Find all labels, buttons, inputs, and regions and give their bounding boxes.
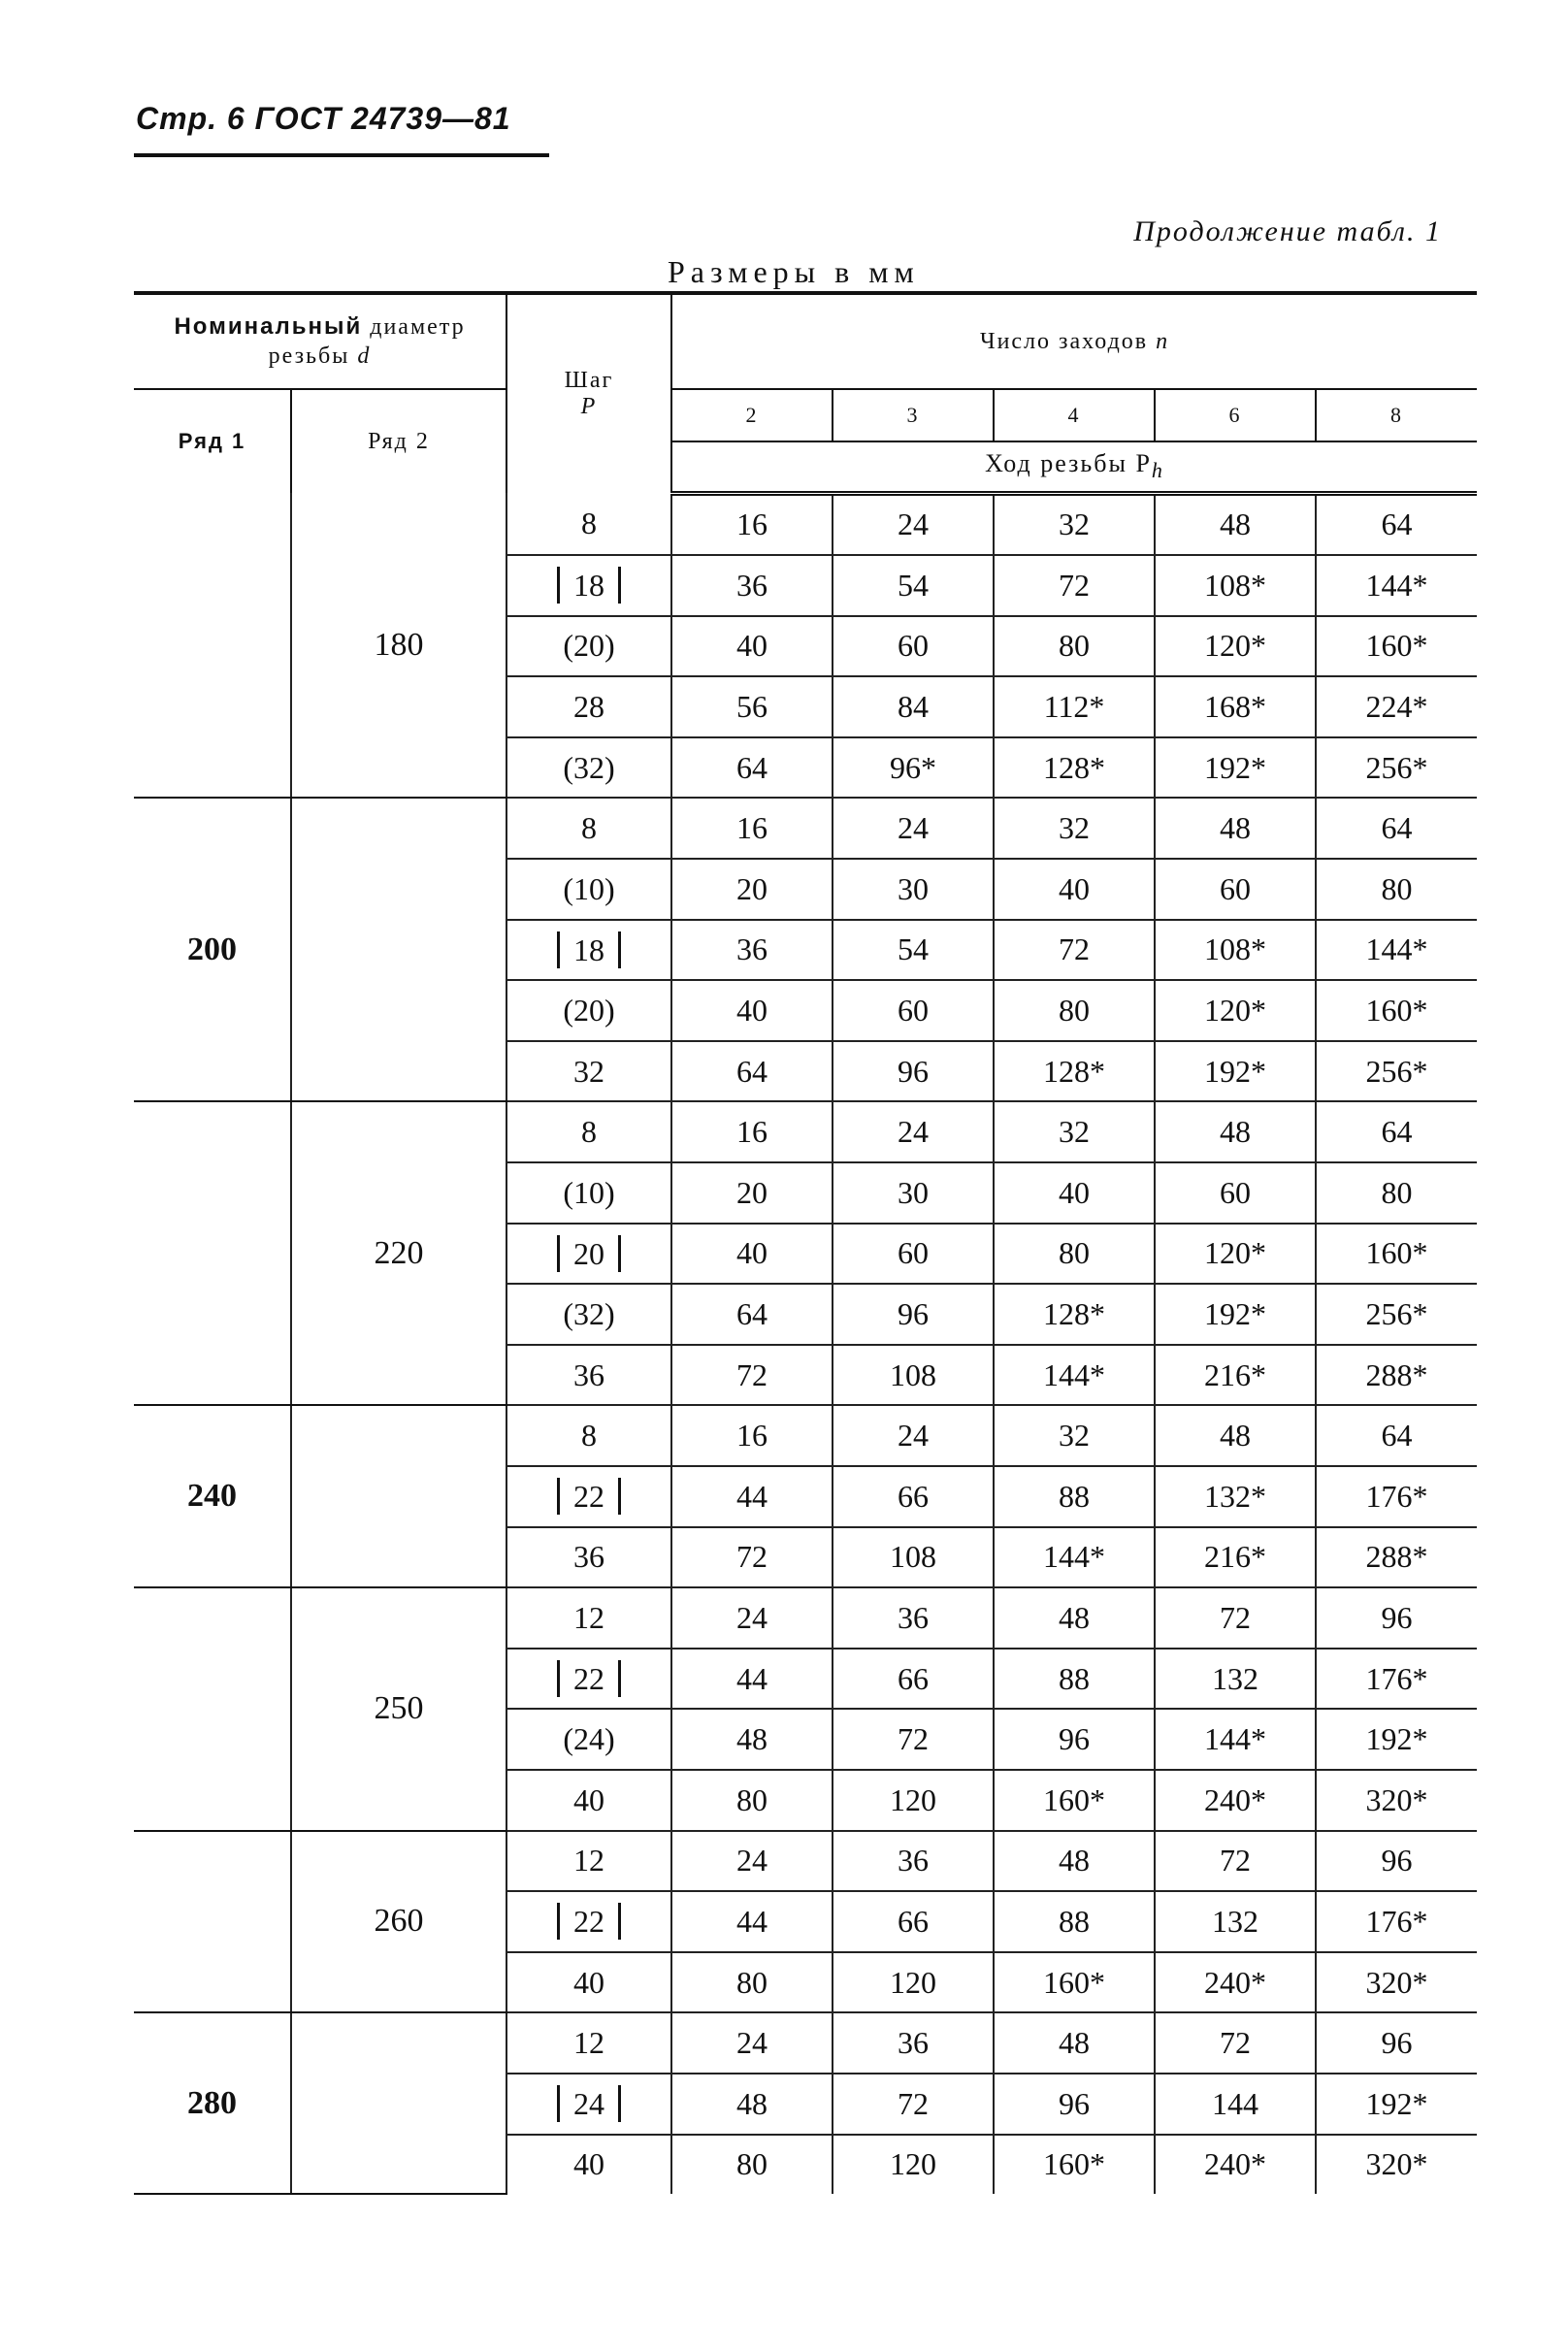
lead-value-cell: 88 [994, 1649, 1155, 1710]
lead-value-cell: 36 [833, 1831, 994, 1892]
lead-value-cell: 120* [1155, 980, 1316, 1041]
header-starts-symbol: n [1156, 328, 1170, 354]
lead-value-cell: 36 [671, 920, 833, 981]
lead-value-cell: 66 [833, 1466, 994, 1527]
lead-value-cell: 192* [1316, 1709, 1477, 1770]
lead-value-cell: 80 [671, 1952, 833, 2013]
step-cell [506, 1466, 671, 1527]
lead-value-cell: 36 [833, 2012, 994, 2074]
row1-diameter-cell [134, 493, 291, 798]
lead-value-cell: 108* [1155, 555, 1316, 616]
lead-value-cell: 88 [994, 1466, 1155, 1527]
lead-value-cell: 128* [994, 1284, 1155, 1345]
header-rule [134, 153, 549, 157]
lead-value-cell: 320* [1365, 2146, 1428, 2182]
row2-diameter-cell [291, 798, 506, 1101]
step-value: (10) [563, 1174, 615, 1210]
lead-value-cell: 56 [671, 676, 833, 737]
lead-value-cell: 144* [1316, 555, 1477, 616]
step-value: 28 [573, 689, 605, 725]
header-step [506, 293, 671, 493]
step-value-preferred: 22 [557, 1478, 621, 1515]
lead-value-cell: 168* [1155, 676, 1316, 737]
lead-value-cell: 128* [994, 737, 1155, 799]
step-cell [506, 2012, 671, 2074]
lead-value-cell: 64 [1316, 798, 1477, 859]
lead-value-cell: 72 [833, 2074, 994, 2135]
step-cell [506, 1831, 671, 1892]
step-value: 40 [573, 1964, 605, 2000]
lead-value-cell: 54 [833, 555, 994, 616]
lead-value-cell: 108 [833, 1345, 994, 1406]
header-n-value: 6 [1155, 389, 1316, 441]
header-n-value: 2 [671, 389, 833, 441]
lead-value-cell: 320* [1316, 1952, 1477, 2013]
lead-value-cell: 60 [833, 980, 994, 1041]
units-caption: Размеры в мм [668, 254, 920, 289]
lead-value-cell: 72 [1155, 1831, 1316, 1892]
lead-value-cell: 192* [1316, 2074, 1477, 2135]
row1-diameter-cell [134, 1587, 291, 1830]
step-cell [506, 1770, 671, 1831]
lead-value-cell: 72 [994, 920, 1155, 981]
step-cell [506, 2135, 671, 2195]
lead-value-cell: 72 [671, 1527, 833, 1588]
step-value: 40 [573, 2146, 605, 2182]
lead-value-cell: 60 [1155, 859, 1316, 920]
row2-diameter-cell: 260 [291, 1831, 506, 2013]
row2-diameter-cell: 250 [291, 1587, 506, 1830]
step-cell [506, 1952, 671, 2013]
lead-value-cell: 224* [1316, 676, 1477, 737]
row1-diameter-cell: 280 [134, 2012, 291, 2194]
lead-value-cell: 72 [994, 555, 1155, 616]
lead-value-cell: 24 [833, 493, 994, 555]
step-cell [506, 1284, 671, 1345]
lead-value-cell: 30 [833, 859, 994, 920]
row2-diameter-cell: 180 [291, 493, 506, 798]
lead-value-cell: 40 [994, 859, 1155, 920]
lead-value-cell: 160* [994, 1952, 1155, 2013]
lead-value-cell: 80 [1316, 859, 1477, 920]
lead-value-cell: 60 [1155, 1162, 1316, 1224]
table-row [134, 1587, 1477, 1649]
lead-value-cell: 80 [994, 616, 1155, 677]
row1-diameter-cell [134, 1101, 291, 1405]
lead-value-cell: 48 [1155, 1405, 1316, 1466]
lead-value-cell: 72 [671, 1345, 833, 1406]
step-cell [506, 798, 671, 859]
step-cell [506, 1405, 671, 1466]
lead-value-cell: 192* [1155, 1041, 1316, 1102]
lead-value-cell: 120 [833, 1952, 994, 2013]
table-row [134, 1831, 1477, 1892]
step-value: (20) [563, 628, 615, 664]
table-row [134, 1101, 1477, 1162]
step-cell [506, 2074, 671, 2135]
lead-value-cell: 176* [1316, 1891, 1477, 1952]
lead-value-cell: 288* [1316, 1527, 1477, 1588]
lead-value-cell: 64 [671, 737, 833, 799]
lead-value-cell: 256* [1316, 737, 1477, 799]
step-value: 32 [573, 1053, 605, 1089]
step-cell [506, 1041, 671, 1102]
header-step-label: Шаг [564, 368, 614, 393]
header-lead [671, 441, 1477, 493]
lead-value-cell: 132* [1155, 1466, 1316, 1527]
lead-value-cell: 256* [1316, 1041, 1477, 1102]
lead-value-cell: 32 [994, 493, 1155, 555]
lead-value-cell: 48 [994, 2012, 1155, 2074]
step-value-preferred: 22 [557, 1660, 621, 1697]
lead-value-cell: 176* [1316, 1466, 1477, 1527]
lead-value-cell: 64 [1316, 1405, 1477, 1466]
lead-value-cell: 24 [671, 1831, 833, 1892]
step-value: 12 [573, 2025, 605, 2061]
step-value: 8 [581, 1418, 598, 1454]
lead-value-cell: 108 [833, 1527, 994, 1588]
table-continuation-label: Продолжение табл. 1 [1133, 215, 1442, 247]
lead-value-cell: 64 [671, 1041, 833, 1102]
row2-diameter-cell [291, 2012, 506, 2194]
header-nominal-rest: диаметр резьбы [268, 314, 466, 369]
lead-value-cell: 160* [994, 2135, 1155, 2195]
header-starts-label: Число заходов [979, 328, 1157, 354]
lead-value-cell: 96 [833, 1284, 994, 1345]
lead-value-cell: 144* [1155, 1709, 1316, 1770]
lead-value-cell: 256* [1316, 1284, 1477, 1345]
lead-value-cell: 96 [833, 1041, 994, 1102]
lead-value-cell: 240* [1155, 1770, 1316, 1831]
lead-value-cell: 88 [994, 1891, 1155, 1952]
lead-value-cell: 16 [671, 1101, 833, 1162]
step-value: 8 [581, 1114, 598, 1150]
step-value: 36 [573, 1539, 605, 1575]
lead-value-cell: 108* [1155, 920, 1316, 981]
step-cell [506, 859, 671, 920]
lead-value-cell: 160* [1316, 1224, 1477, 1285]
lead-value-cell: 120 [833, 1770, 994, 1831]
lead-value-cell: 44 [671, 1891, 833, 1952]
step-cell [506, 1527, 671, 1588]
lead-value-cell: 24 [671, 1587, 833, 1649]
header-lead-sub: h [1151, 458, 1164, 483]
header-n-value: 4 [994, 389, 1155, 441]
header-step-symbol: P [580, 394, 598, 419]
lead-value-cell: 120* [1155, 1224, 1316, 1285]
lead-value-cell: 132 [1155, 1891, 1316, 1952]
step-value: (32) [563, 749, 615, 785]
step-value: 36 [573, 1356, 605, 1392]
lead-value-cell: 20 [671, 859, 833, 920]
lead-value-cell: 48 [1155, 493, 1316, 555]
lead-value-cell: 66 [833, 1649, 994, 1710]
lead-value-cell: 30 [833, 1162, 994, 1224]
header-number-of-starts [671, 293, 1477, 389]
header-nominal-strong: Номинальный [174, 313, 363, 340]
lead-value-cell: 128* [994, 1041, 1155, 1102]
lead-value-cell: 288* [1316, 1345, 1477, 1406]
lead-value-cell: 80 [994, 1224, 1155, 1285]
lead-value-cell: 144* [1316, 920, 1477, 981]
row2-diameter-cell [291, 1405, 506, 1587]
lead-value-cell: 54 [833, 920, 994, 981]
step-value: 12 [573, 1843, 605, 1878]
step-value: (24) [563, 1721, 615, 1757]
lead-value-cell: 24 [833, 798, 994, 859]
step-value-preferred: 18 [557, 567, 621, 604]
lead-value-cell: 48 [994, 1831, 1155, 1892]
lead-value-cell: 96* [833, 737, 994, 799]
lead-value-cell: 32 [994, 1405, 1155, 1466]
lead-value-cell: 64 [1316, 493, 1477, 555]
lead-value-cell: 96 [1316, 1587, 1477, 1649]
step-value: 8 [581, 810, 598, 846]
lead-value-cell: 72 [1155, 1587, 1316, 1649]
thread-table [134, 291, 1477, 2195]
step-cell [506, 1345, 671, 1406]
table-row [134, 1405, 1477, 1466]
step-cell [506, 1587, 671, 1649]
lead-value-cell: 20 [671, 1162, 833, 1224]
lead-value-cell: 48 [671, 1709, 833, 1770]
lead-value-cell: 240* [1155, 1952, 1316, 2013]
page-header: Стр. 6 ГОСТ 24739—81 [136, 101, 511, 136]
lead-value-cell: 72 [833, 1709, 994, 1770]
lead-value-cell: 96 [1316, 1831, 1477, 1892]
step-value-preferred: 18 [557, 931, 621, 968]
row2-diameter-cell: 220 [291, 1101, 506, 1405]
lead-value-cell: 48 [994, 1587, 1155, 1649]
lead-value-cell: 120 [833, 2135, 994, 2195]
lead-value-cell: 96 [1316, 2012, 1477, 2074]
step-cell [506, 616, 671, 677]
header-row2: Ряд 2 [291, 389, 506, 493]
row1-diameter-cell: 240 [134, 1405, 291, 1587]
step-value: (20) [563, 993, 615, 1029]
lead-value-cell: 96 [994, 1709, 1155, 1770]
step-value: (10) [563, 870, 615, 906]
lead-value-cell: 192* [1155, 737, 1316, 799]
step-value: 12 [573, 1599, 605, 1635]
step-cell [506, 1101, 671, 1162]
step-cell [506, 1891, 671, 1952]
table-row [134, 2012, 1477, 2074]
lead-value-cell: 216* [1155, 1527, 1316, 1588]
lead-value-cell: 176* [1316, 1649, 1477, 1710]
lead-value-cell: 16 [671, 493, 833, 555]
lead-value-cell: 64 [671, 1284, 833, 1345]
lead-value-cell: 48 [1155, 798, 1316, 859]
lead-value-cell: 16 [671, 1405, 833, 1466]
row1-diameter-cell: 200 [134, 798, 291, 1101]
step-cell [506, 1162, 671, 1224]
lead-value-cell: 96 [994, 2074, 1155, 2135]
step-value: 8 [581, 506, 598, 541]
lead-value-cell: 60 [833, 616, 994, 677]
step-value-preferred: 20 [557, 1235, 621, 1272]
lead-value-cell: 32 [994, 798, 1155, 859]
step-cell [506, 555, 671, 616]
step-cell [506, 1224, 671, 1285]
lead-value-cell: 36 [671, 555, 833, 616]
step-value-preferred: 24 [557, 2085, 621, 2122]
lead-value-cell: 84 [833, 676, 994, 737]
header-nominal-diameter [134, 293, 506, 389]
lead-value-cell: 40 [671, 980, 833, 1041]
lead-value-cell: 36 [833, 1587, 994, 1649]
step-cell [506, 493, 671, 555]
step-cell [506, 676, 671, 737]
lead-value-cell: 48 [671, 2074, 833, 2135]
step-cell [506, 1649, 671, 1710]
lead-value-cell: 240* [1155, 2135, 1316, 2195]
lead-value-cell: 32 [994, 1101, 1155, 1162]
lead-value-cell: 60 [833, 1224, 994, 1285]
lead-value-cell: 80 [994, 980, 1155, 1041]
lead-value-cell: 24 [833, 1405, 994, 1466]
step-cell [506, 920, 671, 981]
header-n-value: 8 [1316, 389, 1477, 441]
lead-value-cell: 40 [994, 1162, 1155, 1224]
lead-value-cell: 44 [671, 1649, 833, 1710]
lead-value-cell: 16 [671, 798, 833, 859]
lead-value-cell: 72 [1155, 2012, 1316, 2074]
lead-value-cell: 80 [1316, 1162, 1477, 1224]
lead-value-cell: 112* [994, 676, 1155, 737]
lead-value-cell: 80 [671, 2135, 833, 2195]
lead-value-cell: 80 [671, 1770, 833, 1831]
lead-value-cell: 144* [994, 1527, 1155, 1588]
lead-value-cell: 40 [671, 1224, 833, 1285]
lead-value-cell: 144* [994, 1345, 1155, 1406]
table-row [134, 493, 1477, 555]
step-value: (32) [563, 1296, 615, 1332]
table-row [134, 798, 1477, 859]
table-body [134, 493, 1477, 2194]
step-value: 40 [573, 1781, 605, 1817]
lead-value-cell: 216* [1155, 1345, 1316, 1406]
header-nominal-symbol: d [357, 343, 372, 369]
lead-value-cell: 120* [1155, 616, 1316, 677]
lead-value-cell: 64 [1316, 1101, 1477, 1162]
lead-value-cell: 24 [833, 1101, 994, 1162]
lead-value-cell: 160* [1316, 980, 1477, 1041]
lead-value-cell: 132 [1155, 1649, 1316, 1710]
header-row1: Ряд 1 [134, 389, 291, 493]
lead-value-cell: 320* [1316, 1770, 1477, 1831]
header-n-value: 3 [833, 389, 994, 441]
step-cell [506, 737, 671, 799]
lead-value-cell: 66 [833, 1891, 994, 1952]
lead-value-cell: 24 [671, 2012, 833, 2074]
lead-value-cell: 160* [994, 1770, 1155, 1831]
lead-value-cell: 44 [671, 1466, 833, 1527]
lead-value-cell: 40 [671, 616, 833, 677]
lead-value-cell: 192* [1155, 1284, 1316, 1345]
row1-diameter-cell [134, 1831, 291, 2013]
lead-value-cell: 144 [1155, 2074, 1316, 2135]
header-lead-label: Ход резьбы P [985, 449, 1152, 478]
step-cell [506, 980, 671, 1041]
lead-value-cell: 160* [1316, 616, 1477, 677]
lead-value-cell: 48 [1155, 1101, 1316, 1162]
step-cell [506, 1709, 671, 1770]
step-value-preferred: 22 [557, 1903, 621, 1940]
